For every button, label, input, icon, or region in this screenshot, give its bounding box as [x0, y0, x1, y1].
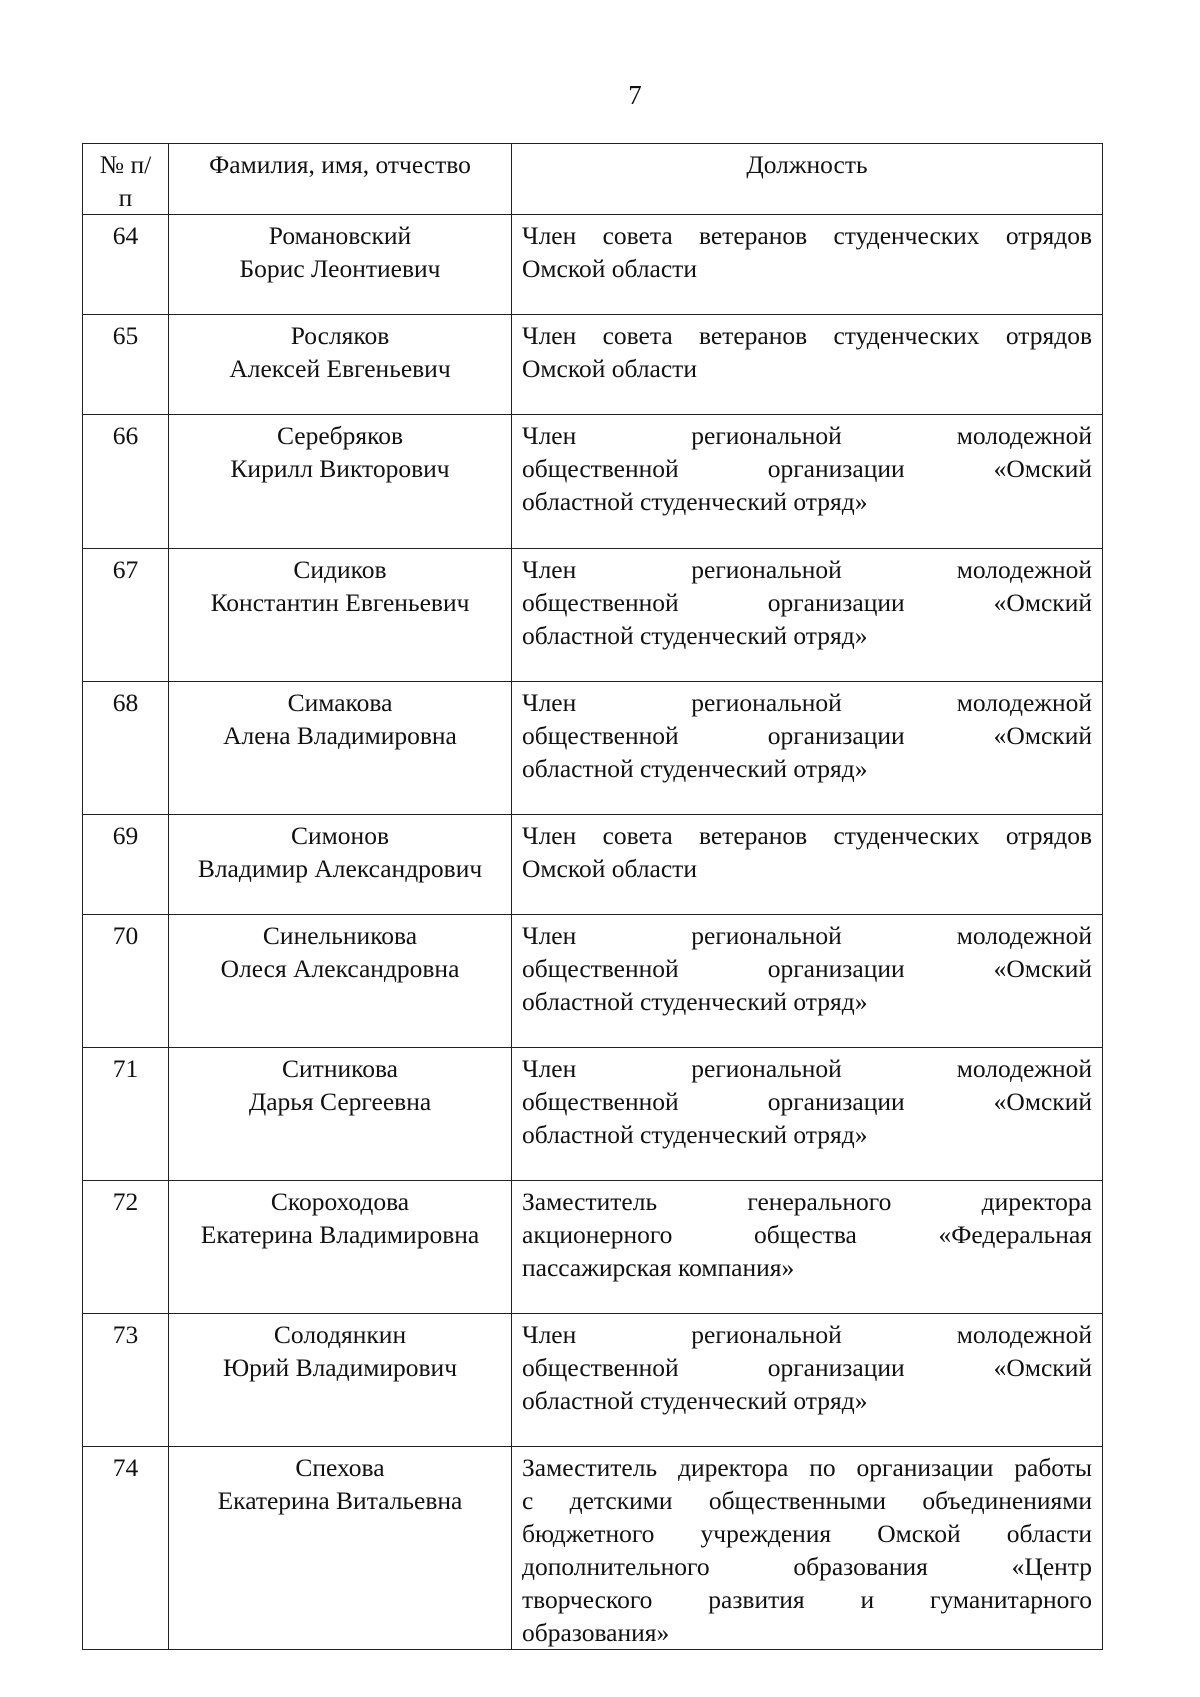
full-name-cell [169, 1048, 512, 1181]
table-row [83, 815, 1103, 915]
row-number: 70 [83, 915, 169, 1048]
position-cell [512, 1048, 1103, 1181]
row-number: 66 [83, 415, 169, 549]
header-position: Должность [512, 144, 1103, 215]
position-text-line: Заместитель генерального директора [522, 1187, 1092, 1216]
position-text-line: Омской области [522, 854, 697, 883]
given-names: Дарья Сергеевна [248, 1087, 432, 1116]
position-cell [512, 1447, 1103, 1650]
position-text-line: общественной организации «Омский [522, 588, 1092, 617]
full-name-cell [169, 815, 512, 915]
given-names: Юрий Владимирович [222, 1353, 458, 1382]
table-row [83, 682, 1103, 815]
position-text-line: Член региональной молодежной [522, 555, 1092, 584]
position-text-line: областной студенческий отряд» [522, 487, 868, 516]
full-name-cell [169, 415, 512, 549]
position-text-line: Омской области [522, 254, 697, 283]
surname: Солодянкин [273, 1320, 407, 1349]
table-row [83, 215, 1103, 315]
surname: Серебряков [276, 421, 404, 450]
given-names: Алексей Евгеньевич [229, 354, 451, 383]
position-text-line: Член совета ветеранов студенческих отрядов [522, 321, 1092, 350]
table-row [83, 549, 1103, 682]
position-cell [512, 415, 1103, 549]
position-cell [512, 815, 1103, 915]
page-number: 7 [628, 80, 642, 110]
surname: Симонов [291, 821, 389, 850]
table-row [83, 1048, 1103, 1181]
table-row [83, 1314, 1103, 1447]
position-text-line: областной студенческий отряд» [522, 1120, 868, 1149]
position-text-line: бюджетного учреждения Омской области [522, 1519, 1092, 1548]
table-row [83, 915, 1103, 1048]
surname: Сидиков [293, 555, 387, 584]
position-cell [512, 682, 1103, 815]
position-text-line: Омской области [522, 354, 697, 383]
position-text-line: Член совета ветеранов студенческих отрядов [522, 221, 1092, 250]
position-text-line: общественной организации «Омский [522, 454, 1092, 483]
table-header-row [83, 144, 1103, 215]
position-text-line: Член совета ветеранов студенческих отрядов [522, 821, 1092, 850]
position-text-line: акционерного общества «Федеральная [522, 1220, 1092, 1249]
given-names: Екатерина Владимировна [200, 1220, 480, 1249]
given-names: Борис Леонтиевич [239, 254, 441, 283]
members-table [82, 143, 1103, 1650]
full-name-cell [169, 215, 512, 315]
position-text-line: Член региональной молодежной [522, 688, 1092, 717]
position-text-line: пассажирская компания» [522, 1253, 795, 1282]
given-names: Алена Владимировна [223, 721, 457, 750]
position-text-line: общественной организации «Омский [522, 954, 1092, 983]
position-text-line: Член региональной молодежной [522, 921, 1092, 950]
row-number: 74 [83, 1447, 169, 1650]
given-names: Екатерина Витальевна [217, 1486, 463, 1515]
position-cell [512, 549, 1103, 682]
position-text-line: образования» [522, 1618, 670, 1647]
surname: Росляков [290, 321, 390, 350]
surname: Синельникова [262, 921, 418, 950]
given-names: Олеся Александровна [220, 954, 460, 983]
position-text-line: общественной организации «Омский [522, 721, 1092, 750]
surname: Спехова [295, 1453, 385, 1482]
table-row [83, 1447, 1103, 1650]
surname: Ситникова [282, 1054, 398, 1083]
position-cell [512, 215, 1103, 315]
position-text-line: Заместитель директора по организации работы [522, 1453, 1092, 1482]
position-text-line: областной студенческий отряд» [522, 1386, 868, 1415]
row-number: 68 [83, 682, 169, 815]
position-text-line: Член региональной молодежной [522, 421, 1092, 450]
row-number: 73 [83, 1314, 169, 1447]
position-text-line: областной студенческий отряд» [522, 621, 868, 650]
position-cell [512, 315, 1103, 415]
given-names: Константин Евгеньевич [210, 588, 470, 617]
position-text-line: творческого развития и гуманитарного [522, 1585, 1092, 1614]
position-cell [512, 915, 1103, 1048]
header-full-name: Фамилия, имя, отчество [169, 144, 512, 215]
full-name-cell [169, 915, 512, 1048]
given-names: Владимир Александрович [197, 854, 483, 883]
full-name-cell [169, 1181, 512, 1314]
given-names: Кирилл Викторович [230, 454, 450, 483]
position-text-line: общественной организации «Омский [522, 1087, 1092, 1116]
table-row [83, 415, 1103, 549]
position-cell [512, 1181, 1103, 1314]
position-text-line: общественной организации «Омский [522, 1353, 1092, 1382]
position-cell [512, 1314, 1103, 1447]
row-number: 64 [83, 215, 169, 315]
table-row [83, 1181, 1103, 1314]
position-text-line: Член региональной молодежной [522, 1320, 1092, 1349]
row-number: 69 [83, 815, 169, 915]
table-row [83, 315, 1103, 415]
row-number: 72 [83, 1181, 169, 1314]
full-name-cell [169, 549, 512, 682]
row-number: 67 [83, 549, 169, 682]
surname: Романовский [268, 221, 412, 250]
row-number: 71 [83, 1048, 169, 1181]
full-name-cell [169, 315, 512, 415]
position-text-line: областной студенческий отряд» [522, 987, 868, 1016]
header-number: № п/п [83, 144, 169, 215]
surname: Симакова [287, 688, 393, 717]
position-text-line: дополнительного образования «Центр [522, 1552, 1092, 1581]
position-text-line: с детскими общественными объединениями [522, 1486, 1092, 1515]
full-name-cell [169, 682, 512, 815]
row-number: 65 [83, 315, 169, 415]
surname: Скороходова [270, 1187, 410, 1216]
position-text-line: областной студенческий отряд» [522, 754, 868, 783]
position-text-line: Член региональной молодежной [522, 1054, 1092, 1083]
full-name-cell [169, 1447, 512, 1650]
full-name-cell [169, 1314, 512, 1447]
